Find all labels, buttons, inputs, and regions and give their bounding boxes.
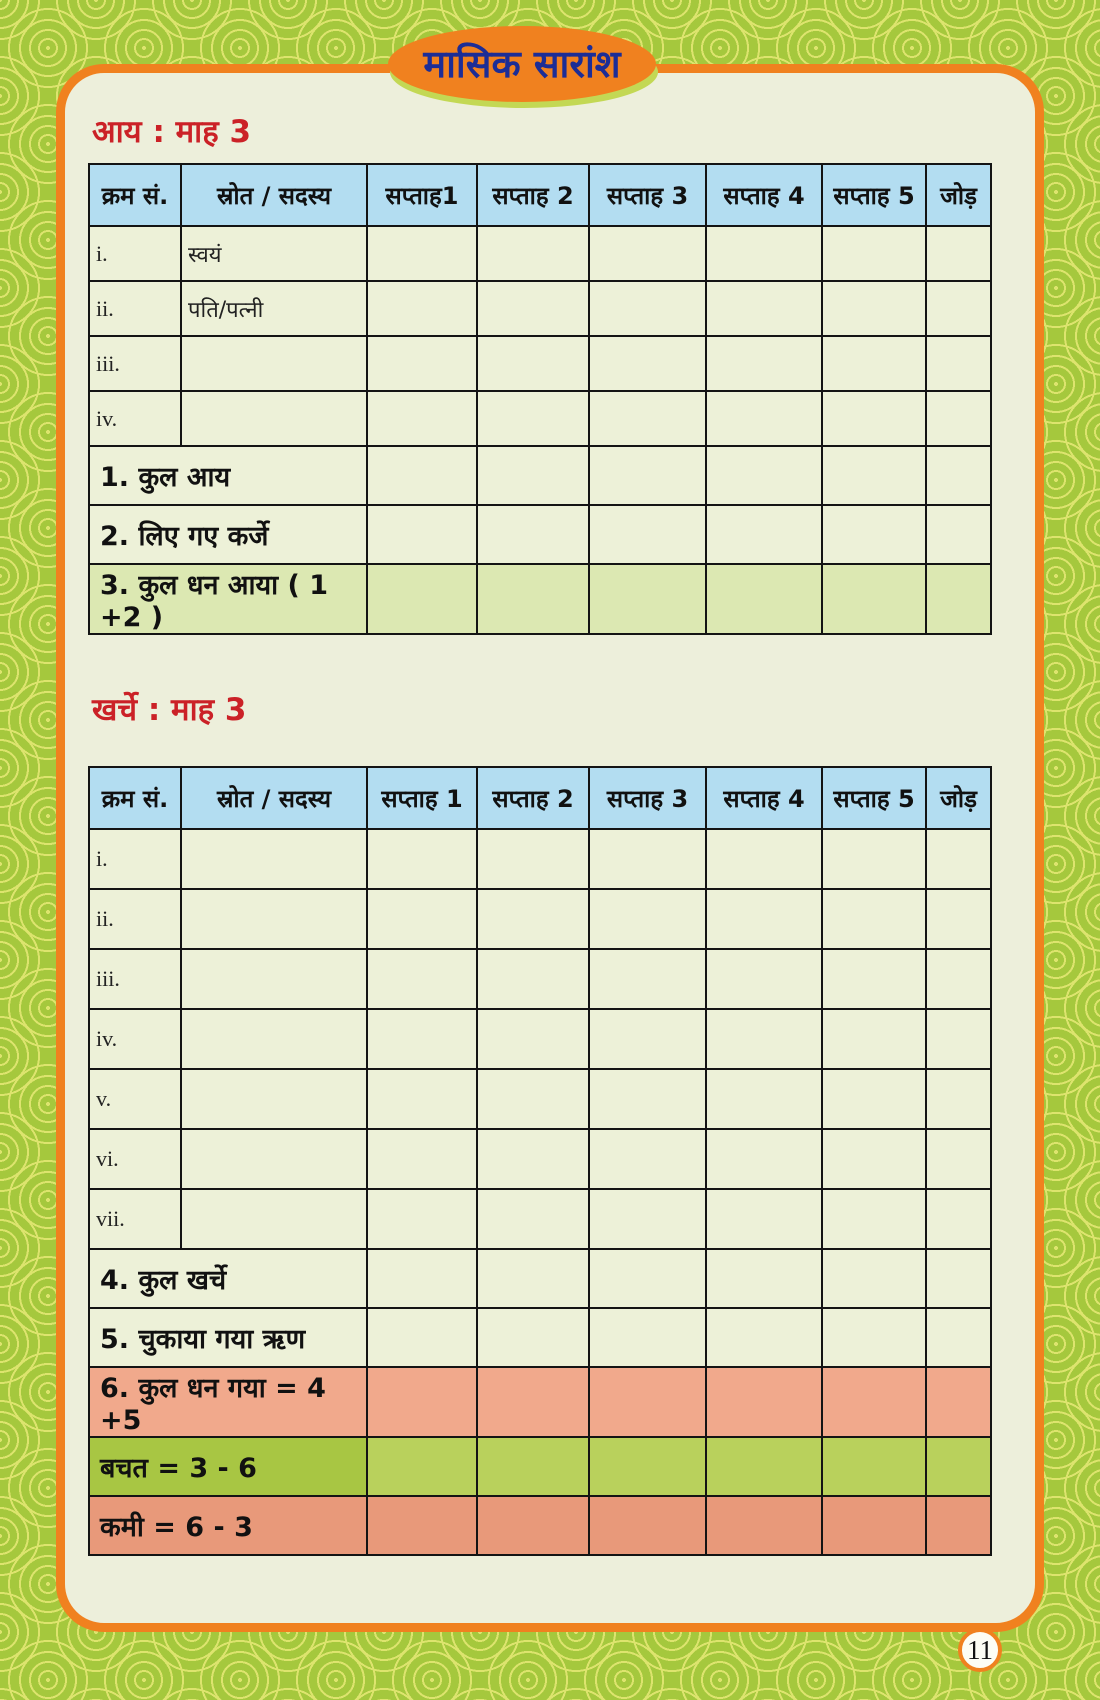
- row-number-cell: vii.: [89, 1189, 181, 1249]
- week-2-cell: [477, 1189, 589, 1249]
- week-3-cell: [589, 949, 706, 1009]
- week-5-cell: [822, 446, 926, 505]
- table-row: [89, 1189, 991, 1249]
- week-5-cell: [822, 281, 926, 336]
- column-header: जोड़: [926, 767, 991, 829]
- week-5-cell: [822, 829, 926, 889]
- table-row: [89, 829, 991, 889]
- week-4-cell: [706, 564, 822, 634]
- week-5-cell: [822, 1189, 926, 1249]
- summary-row: [89, 446, 991, 505]
- total-cell: [926, 1249, 991, 1308]
- total-cell: [926, 1367, 991, 1437]
- source-cell: [181, 336, 367, 391]
- week-1-cell: [367, 564, 477, 634]
- week-4-cell: [706, 1496, 822, 1555]
- page-number-badge: [958, 1628, 1002, 1672]
- week-4-cell: [706, 505, 822, 564]
- week-4-cell: [706, 1129, 822, 1189]
- week-2-cell: [477, 889, 589, 949]
- total-cell: [926, 1189, 991, 1249]
- table-row: [89, 949, 991, 1009]
- summary-label-cell: 5. चुकाया गया ऋण: [89, 1308, 367, 1367]
- week-4-cell: [706, 1249, 822, 1308]
- column-header: क्रम सं.: [89, 767, 181, 829]
- summary-label-cell: 6. कुल धन गया = 4 +5: [89, 1367, 367, 1437]
- week-4-cell: [706, 829, 822, 889]
- page-title: मासिक सारांश: [423, 42, 621, 86]
- week-4-cell: [706, 1437, 822, 1496]
- week-1-cell: [367, 1189, 477, 1249]
- total-cell: [926, 949, 991, 1009]
- source-cell: [181, 1069, 367, 1129]
- week-2-cell: [477, 281, 589, 336]
- total-cell: [926, 1129, 991, 1189]
- summary-row: [89, 1496, 991, 1555]
- total-cell: [926, 1437, 991, 1496]
- week-3-cell: [589, 1129, 706, 1189]
- week-2-cell: [477, 1308, 589, 1367]
- week-4-cell: [706, 281, 822, 336]
- column-header: जोड़: [926, 164, 991, 226]
- summary-label-cell: 4. कुल खर्चे: [89, 1249, 367, 1308]
- week-1-cell: [367, 1367, 477, 1437]
- table-row: [89, 226, 991, 281]
- table-row: [89, 1009, 991, 1069]
- week-4-cell: [706, 1069, 822, 1129]
- week-3-cell: [589, 505, 706, 564]
- week-1-cell: [367, 281, 477, 336]
- header-row: [89, 164, 991, 226]
- source-cell: [181, 1009, 367, 1069]
- summary-label-cell: 3. कुल धन आया ( 1 +2 ): [89, 564, 367, 634]
- week-3-cell: [589, 336, 706, 391]
- week-5-cell: [822, 226, 926, 281]
- summary-label-cell: 1. कुल आय: [89, 446, 367, 505]
- column-header: सप्ताह 4: [706, 164, 822, 226]
- week-2-cell: [477, 1496, 589, 1555]
- row-number-cell: iii.: [89, 336, 181, 391]
- week-5-cell: [822, 1069, 926, 1129]
- week-4-cell: [706, 336, 822, 391]
- week-1-cell: [367, 829, 477, 889]
- week-3-cell: [589, 391, 706, 446]
- week-5-cell: [822, 889, 926, 949]
- week-4-cell: [706, 889, 822, 949]
- page-number: 11: [967, 1634, 993, 1665]
- column-header: स्रोत / सदस्य: [181, 767, 367, 829]
- total-cell: [926, 1009, 991, 1069]
- week-1-cell: [367, 1437, 477, 1496]
- week-2-cell: [477, 446, 589, 505]
- table-row: [89, 889, 991, 949]
- column-header: सप्ताह 5: [822, 164, 926, 226]
- week-4-cell: [706, 446, 822, 505]
- row-number-cell: iv.: [89, 1009, 181, 1069]
- source-cell: [181, 889, 367, 949]
- week-2-cell: [477, 1069, 589, 1129]
- week-5-cell: [822, 1009, 926, 1069]
- column-header: स्रोत / सदस्य: [181, 164, 367, 226]
- summary-row: [89, 1437, 991, 1496]
- week-1-cell: [367, 1129, 477, 1189]
- week-4-cell: [706, 1367, 822, 1437]
- column-header: सप्ताह 2: [477, 164, 589, 226]
- week-3-cell: [589, 829, 706, 889]
- week-2-cell: [477, 829, 589, 889]
- table-row: [89, 391, 991, 446]
- week-3-cell: [589, 1367, 706, 1437]
- week-5-cell: [822, 505, 926, 564]
- row-number-cell: v.: [89, 1069, 181, 1129]
- expense-table: [88, 766, 992, 1556]
- source-cell: स्वयं: [181, 226, 367, 281]
- income-table: [88, 163, 992, 635]
- week-3-cell: [589, 1249, 706, 1308]
- summary-row: [89, 1249, 991, 1308]
- week-2-cell: [477, 1129, 589, 1189]
- source-cell: [181, 949, 367, 1009]
- expense-section-heading: खर्चे : माह 3: [92, 692, 247, 728]
- week-2-cell: [477, 226, 589, 281]
- week-1-cell: [367, 1308, 477, 1367]
- week-5-cell: [822, 1129, 926, 1189]
- week-3-cell: [589, 1069, 706, 1129]
- summary-row: [89, 1367, 991, 1437]
- week-5-cell: [822, 1249, 926, 1308]
- source-cell: [181, 829, 367, 889]
- summary-row: [89, 1308, 991, 1367]
- summary-row: [89, 505, 991, 564]
- week-3-cell: [589, 226, 706, 281]
- column-header: सप्ताह 3: [589, 767, 706, 829]
- week-3-cell: [589, 889, 706, 949]
- week-5-cell: [822, 1496, 926, 1555]
- week-2-cell: [477, 1009, 589, 1069]
- total-cell: [926, 1069, 991, 1129]
- column-header: सप्ताह 2: [477, 767, 589, 829]
- total-cell: [926, 564, 991, 634]
- week-4-cell: [706, 1009, 822, 1069]
- week-4-cell: [706, 391, 822, 446]
- column-header: सप्ताह 4: [706, 767, 822, 829]
- header-row: [89, 767, 991, 829]
- total-cell: [926, 1496, 991, 1555]
- total-cell: [926, 505, 991, 564]
- week-4-cell: [706, 1308, 822, 1367]
- week-3-cell: [589, 1496, 706, 1555]
- week-3-cell: [589, 1308, 706, 1367]
- week-5-cell: [822, 336, 926, 391]
- summary-label-cell: 2. लिए गए कर्जे: [89, 505, 367, 564]
- column-header: सप्ताह 3: [589, 164, 706, 226]
- row-number-cell: i.: [89, 829, 181, 889]
- source-cell: [181, 1189, 367, 1249]
- week-5-cell: [822, 564, 926, 634]
- total-cell: [926, 336, 991, 391]
- column-header: सप्ताह 5: [822, 767, 926, 829]
- week-2-cell: [477, 336, 589, 391]
- week-5-cell: [822, 391, 926, 446]
- week-1-cell: [367, 226, 477, 281]
- week-1-cell: [367, 1069, 477, 1129]
- total-cell: [926, 889, 991, 949]
- summary-label-cell: कमी = 6 - 3: [89, 1496, 367, 1555]
- week-3-cell: [589, 1437, 706, 1496]
- row-number-cell: i.: [89, 226, 181, 281]
- week-1-cell: [367, 336, 477, 391]
- table-row: [89, 1069, 991, 1129]
- column-header: क्रम सं.: [89, 164, 181, 226]
- week-1-cell: [367, 391, 477, 446]
- week-1-cell: [367, 505, 477, 564]
- week-1-cell: [367, 1009, 477, 1069]
- week-3-cell: [589, 1009, 706, 1069]
- week-1-cell: [367, 1249, 477, 1308]
- week-2-cell: [477, 1367, 589, 1437]
- title-oval: [388, 26, 656, 102]
- table-row: [89, 1129, 991, 1189]
- row-number-cell: ii.: [89, 281, 181, 336]
- total-cell: [926, 446, 991, 505]
- total-cell: [926, 1308, 991, 1367]
- week-1-cell: [367, 1496, 477, 1555]
- week-3-cell: [589, 281, 706, 336]
- week-5-cell: [822, 949, 926, 1009]
- column-header: सप्ताह 1: [367, 767, 477, 829]
- week-5-cell: [822, 1437, 926, 1496]
- week-4-cell: [706, 949, 822, 1009]
- row-number-cell: iv.: [89, 391, 181, 446]
- row-number-cell: iii.: [89, 949, 181, 1009]
- week-3-cell: [589, 1189, 706, 1249]
- week-4-cell: [706, 1189, 822, 1249]
- week-5-cell: [822, 1308, 926, 1367]
- income-section-heading: आय : माह 3: [92, 114, 252, 150]
- source-cell: पति/पत्नी: [181, 281, 367, 336]
- week-4-cell: [706, 226, 822, 281]
- column-header: सप्ताह1: [367, 164, 477, 226]
- source-cell: [181, 1129, 367, 1189]
- total-cell: [926, 281, 991, 336]
- week-1-cell: [367, 446, 477, 505]
- source-cell: [181, 391, 367, 446]
- week-2-cell: [477, 564, 589, 634]
- week-2-cell: [477, 505, 589, 564]
- week-3-cell: [589, 446, 706, 505]
- total-cell: [926, 226, 991, 281]
- week-2-cell: [477, 1249, 589, 1308]
- week-2-cell: [477, 949, 589, 1009]
- total-cell: [926, 391, 991, 446]
- week-1-cell: [367, 949, 477, 1009]
- week-2-cell: [477, 1437, 589, 1496]
- table-row: [89, 336, 991, 391]
- total-cell: [926, 829, 991, 889]
- week-3-cell: [589, 564, 706, 634]
- week-5-cell: [822, 1367, 926, 1437]
- summary-row: [89, 564, 991, 634]
- week-2-cell: [477, 391, 589, 446]
- summary-label-cell: बचत = 3 - 6: [89, 1437, 367, 1496]
- table-row: [89, 281, 991, 336]
- week-1-cell: [367, 889, 477, 949]
- row-number-cell: vi.: [89, 1129, 181, 1189]
- row-number-cell: ii.: [89, 889, 181, 949]
